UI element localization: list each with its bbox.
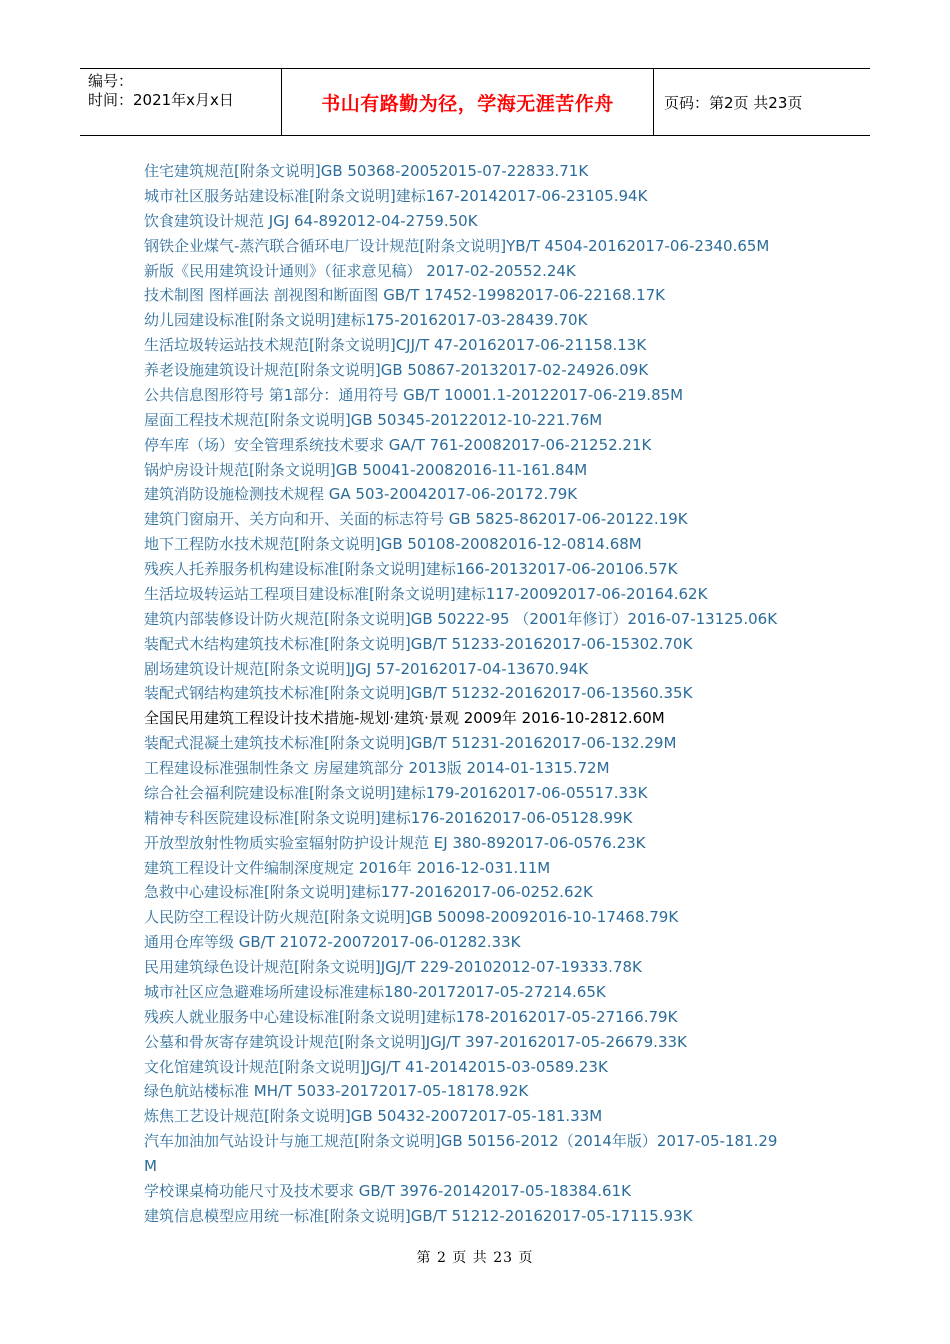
standard-link[interactable]: 汽车加油加气站设计与施工规范[附条文说明]GB 50156-2012（2014年版）2017-05-181.29M [144, 1132, 778, 1175]
standard-link[interactable]: 建筑门窗扇开、关方向和开、关面的标志符号 GB 5825-862017-06-20122.19K [144, 510, 688, 529]
standard-link[interactable]: 装配式混凝土建筑技术标准[附条文说明]GB/T 51231-20162017-06-132.29M [144, 734, 677, 753]
standard-link[interactable]: 绿色航站楼标准 MH/T 5033-20172017-05-18178.92K [144, 1082, 529, 1101]
standard-link[interactable]: 建筑信息模型应用统一标准[附条文说明]GB/T 51212-20162017-05-17115.93K [144, 1206, 693, 1225]
standard-link[interactable]: 建筑消防设施检测技术规程 GA 503-20042017-06-20172.79K [144, 485, 578, 504]
standard-list-item: 全国民用建筑工程设计技术措施-规划·建筑·景观 2009年 2016-10-2812.60M [144, 709, 665, 728]
standard-link[interactable]: 生活垃圾转运站工程项目建设标准[附条文说明]建标117-20092017-06-20164.62K [144, 584, 708, 603]
standard-link[interactable]: 学校课桌椅功能尺寸及技术要求 GB/T 3976-20142017-05-18384.61K [144, 1181, 631, 1200]
standard-link[interactable]: 城市社区应急避难场所建设标准建标180-20172017-05-27214.65K [144, 982, 606, 1001]
standard-link[interactable]: 公共信息图形符号 第1部分：通用符号 GB/T 10001.1-20122017-06-219.85M [144, 385, 684, 404]
standard-link[interactable]: 生活垃圾转运站技术规范[附条文说明]CJJ/T 47-20162017-06-21158.13K [144, 336, 647, 355]
standard-link[interactable]: 建筑工程设计文件编制深度规定 2016年 2016-12-031.11M [144, 858, 551, 877]
standard-link[interactable]: 开放型放射性物质实验室辐射防护设计规范 EJ 380-892017-06-0576.23K [144, 833, 646, 852]
standard-link[interactable]: 炼焦工艺设计规范[附条文说明]GB 50432-20072017-05-181.33M [144, 1107, 603, 1126]
standard-link[interactable]: 地下工程防水技术规范[附条文说明]GB 50108-20082016-12-0814.68M [144, 535, 642, 554]
standard-link[interactable]: 急救中心建设标准[附条文说明]建标177-20162017-06-0252.62K [144, 883, 593, 902]
header-meta [80, 69, 282, 135]
standard-link[interactable]: 屋面工程技术规范[附条文说明]GB 50345-20122012-10-221.76M [144, 410, 603, 429]
standard-link[interactable]: 饮食建筑设计规范 JGJ 64-892012-04-2759.50K [144, 211, 478, 230]
standard-link[interactable]: 文化馆建筑设计规范[附条文说明]JGJ/T 41-20142015-03-0589.23K [144, 1057, 608, 1076]
header-motto: 书山有路勤为径，学海无涯苦作舟 [282, 69, 654, 135]
standard-link[interactable]: 装配式木结构建筑技术标准[附条文说明]GB/T 51233-20162017-06-15302.70K [144, 634, 693, 653]
standard-link[interactable]: 停车库（场）安全管理系统技术要求 GA/T 761-20082017-06-21252.21K [144, 435, 652, 454]
standard-link[interactable]: 综合社会福利院建设标准[附条文说明]建标179-20162017-06-05517.33K [144, 783, 648, 802]
standard-link[interactable]: 剧场建筑设计规范[附条文说明]JGJ 57-20162017-04-13670.94K [144, 659, 589, 678]
page-footer: 第 2 页 共 23 页 [416, 1250, 534, 1266]
header-page-code: 页码：第2页 共23页 [664, 93, 803, 112]
standard-link[interactable]: 城市社区服务站建设标准[附条文说明]建标167-20142017-06-23105.94K [144, 186, 648, 205]
standard-link[interactable]: 工程建设标准强制性条文 房屋建筑部分 2013版 2014-01-1315.72M [144, 759, 610, 777]
standard-link[interactable]: 残疾人就业服务中心建设标准[附条文说明]建标178-20162017-05-27166.79K [144, 1007, 678, 1026]
document-number-label: 编号： [88, 72, 134, 90]
standard-link[interactable]: 住宅建筑规范[附条文说明]GB 50368-20052015-07-22833.71K [144, 162, 589, 180]
standard-link[interactable]: 残疾人托养服务机构建设标准[附条文说明]建标166-20132017-06-20106.57K [144, 560, 678, 578]
standard-link[interactable]: 幼儿园建设标准[附条文说明]建标175-20162017-03-28439.70K [144, 311, 588, 330]
page-header [80, 68, 870, 136]
standard-link[interactable]: 钢铁企业煤气-蒸汽联合循环电厂设计规范[附条文说明]YB/T 4504-20162017-06-2340.65M [144, 236, 770, 255]
standard-link[interactable]: 精神专科医院建设标准[附条文说明]建标176-20162017-06-05128.99K [144, 808, 633, 827]
standard-link[interactable]: 技术制图 图样画法 剖视图和断面图 GB/T 17452-19982017-06-22168.17K [144, 286, 666, 305]
standards-list [144, 159, 784, 1229]
standard-link[interactable]: 公墓和骨灰寄存建筑设计规范[附条文说明]JGJ/T 397-20162017-05-26679.33K [144, 1032, 687, 1051]
standard-link[interactable]: 通用仓库等级 GB/T 21072-20072017-06-01282.33K [144, 933, 521, 952]
standard-link[interactable]: 养老设施建筑设计规范[附条文说明]GB 50867-20132017-02-24926.09K [144, 361, 649, 379]
standard-link[interactable]: 装配式钢结构建筑技术标准[附条文说明]GB/T 51232-20162017-06-13560.35K [144, 684, 693, 703]
standard-link[interactable]: 新版《民用建筑设计通则》（征求意见稿） 2017-02-20552.24K [144, 261, 576, 280]
standard-link[interactable]: 人民防空工程设计防火规范[附条文说明]GB 50098-20092016-10-17468.79K [144, 908, 679, 927]
standard-link[interactable]: 民用建筑绿色设计规范[附条文说明]JGJ/T 229-20102012-07-19333.78K [144, 958, 642, 976]
document-time-label: 时间：2021年x月x日 [88, 91, 234, 109]
standard-link[interactable]: 锅炉房设计规范[附条文说明]GB 50041-20082016-11-161.84M [144, 460, 588, 479]
standard-link[interactable]: 建筑内部装修设计防火规范[附条文说明]GB 50222-95 （2001年修订）2016-07-13125.06K [144, 609, 778, 628]
